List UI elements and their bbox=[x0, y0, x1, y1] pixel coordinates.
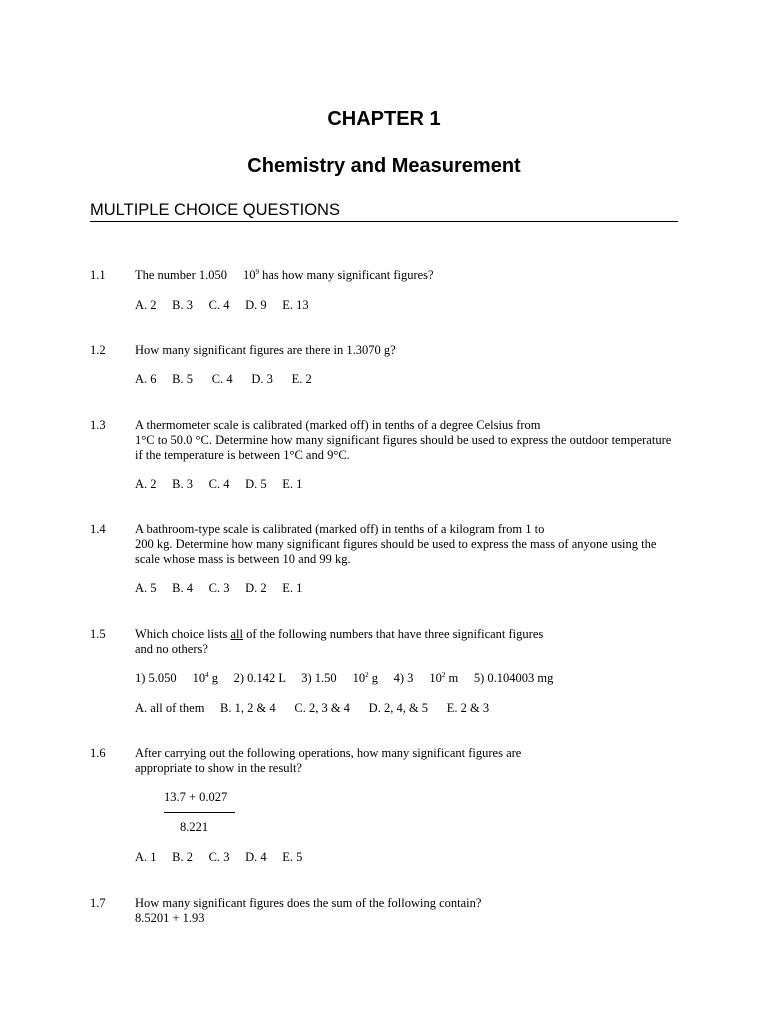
question-line bbox=[135, 627, 680, 642]
exponent: 4 bbox=[205, 671, 209, 679]
question-text bbox=[135, 896, 680, 926]
section-heading: MULTIPLE CHOICE QUESTIONS bbox=[90, 201, 678, 222]
question-line: After carrying out the following operations, how many significant figures are bbox=[135, 746, 522, 760]
question-number: 1.3 bbox=[90, 418, 106, 432]
option-3: 3) 1.50   $10^2$ g bbox=[301, 671, 378, 685]
question-text bbox=[135, 418, 680, 463]
answer-choices: A. 6 B. 5 C. 4 D. 3 E. 2 bbox=[135, 372, 312, 386]
question-line: scale whose mass is between 10 and 99 kg. bbox=[135, 552, 351, 566]
option-1: 1) 5.050   $10^4$ g bbox=[135, 671, 219, 685]
option-4: 4) 3   $10^2$ m bbox=[393, 671, 459, 685]
answer-choices: A. 1 B. 2 C. 3 D. 4 E. 5 bbox=[135, 850, 303, 864]
exponent: 2 bbox=[441, 671, 446, 679]
option-2: 2) 0.142 L bbox=[233, 671, 286, 685]
question-line: 8.5201 + 1.93 bbox=[135, 911, 205, 925]
question-line: The number 1.050   10 bbox=[135, 268, 256, 282]
question-text bbox=[135, 746, 680, 776]
question-line-part: of the following numbers that have three significant figures bbox=[242, 627, 544, 641]
question-text bbox=[135, 522, 680, 567]
exponent: 9 bbox=[255, 268, 259, 276]
question-number: 1.6 bbox=[90, 746, 106, 760]
question-number: 1.5 bbox=[90, 627, 106, 641]
answer-choices: A. 2 B. 3 C. 4 D. 9 E. 13 bbox=[135, 298, 309, 312]
question-number: 1.2 bbox=[90, 343, 106, 357]
chapter-title: Chemistry and Measurement bbox=[247, 155, 521, 177]
answer-choices: A. 2 B. 3 C. 4 D. 5 E. 1 bbox=[135, 477, 303, 491]
option-5: 5) 0.104003 mg bbox=[473, 671, 554, 685]
fraction-numerator: 13.7 + 0.027 bbox=[164, 790, 228, 804]
chapter-heading: CHAPTER 1 bbox=[327, 108, 441, 130]
number-options bbox=[135, 671, 553, 686]
question-line: 200 kg. Determine how many significant figures should be used to express the mass of anyone using the bbox=[135, 537, 657, 551]
question-line: appropriate to show in the result? bbox=[135, 761, 302, 775]
answer-choices: A. all of them B. 1, 2 & 4 C. 2, 3 & 4 D. 2, 4, & 5 E. 2 & 3 bbox=[135, 701, 490, 715]
question-line: if the temperature is between 1°C and 9°C. bbox=[135, 448, 350, 462]
emphasis-underline: all bbox=[230, 627, 243, 641]
question-line: 1°C to 50.0 °C. Determine how many significant figures should be used to express the outdoor temperature bbox=[135, 433, 672, 447]
exponent: 2 bbox=[365, 671, 369, 679]
question-line: A thermometer scale is calibrated (marked off) in tenths of a degree Celsius from bbox=[135, 418, 541, 432]
question-line: has how many significant figures? bbox=[258, 268, 434, 282]
question-line: A bathroom-type scale is calibrated (marked off) in tenths of a kilogram from 1 to bbox=[135, 522, 545, 536]
fraction-denominator: 8.221 bbox=[180, 820, 209, 834]
question-line: and no others? bbox=[135, 642, 208, 656]
question-line: How many significant figures does the sum of the following contain? bbox=[135, 896, 482, 910]
answer-choices: A. 5 B. 4 C. 3 D. 2 E. 1 bbox=[135, 581, 303, 595]
question-number: 1.1 bbox=[90, 268, 106, 282]
question-line-part: Which choice lists bbox=[135, 627, 231, 641]
fraction-bar bbox=[164, 812, 235, 813]
question-text: How many significant figures are there in 1.3070 g? bbox=[135, 343, 396, 357]
question-number: 1.7 bbox=[90, 896, 106, 910]
question-text bbox=[135, 627, 680, 657]
question-text bbox=[135, 268, 680, 283]
question-number: 1.4 bbox=[90, 522, 106, 536]
